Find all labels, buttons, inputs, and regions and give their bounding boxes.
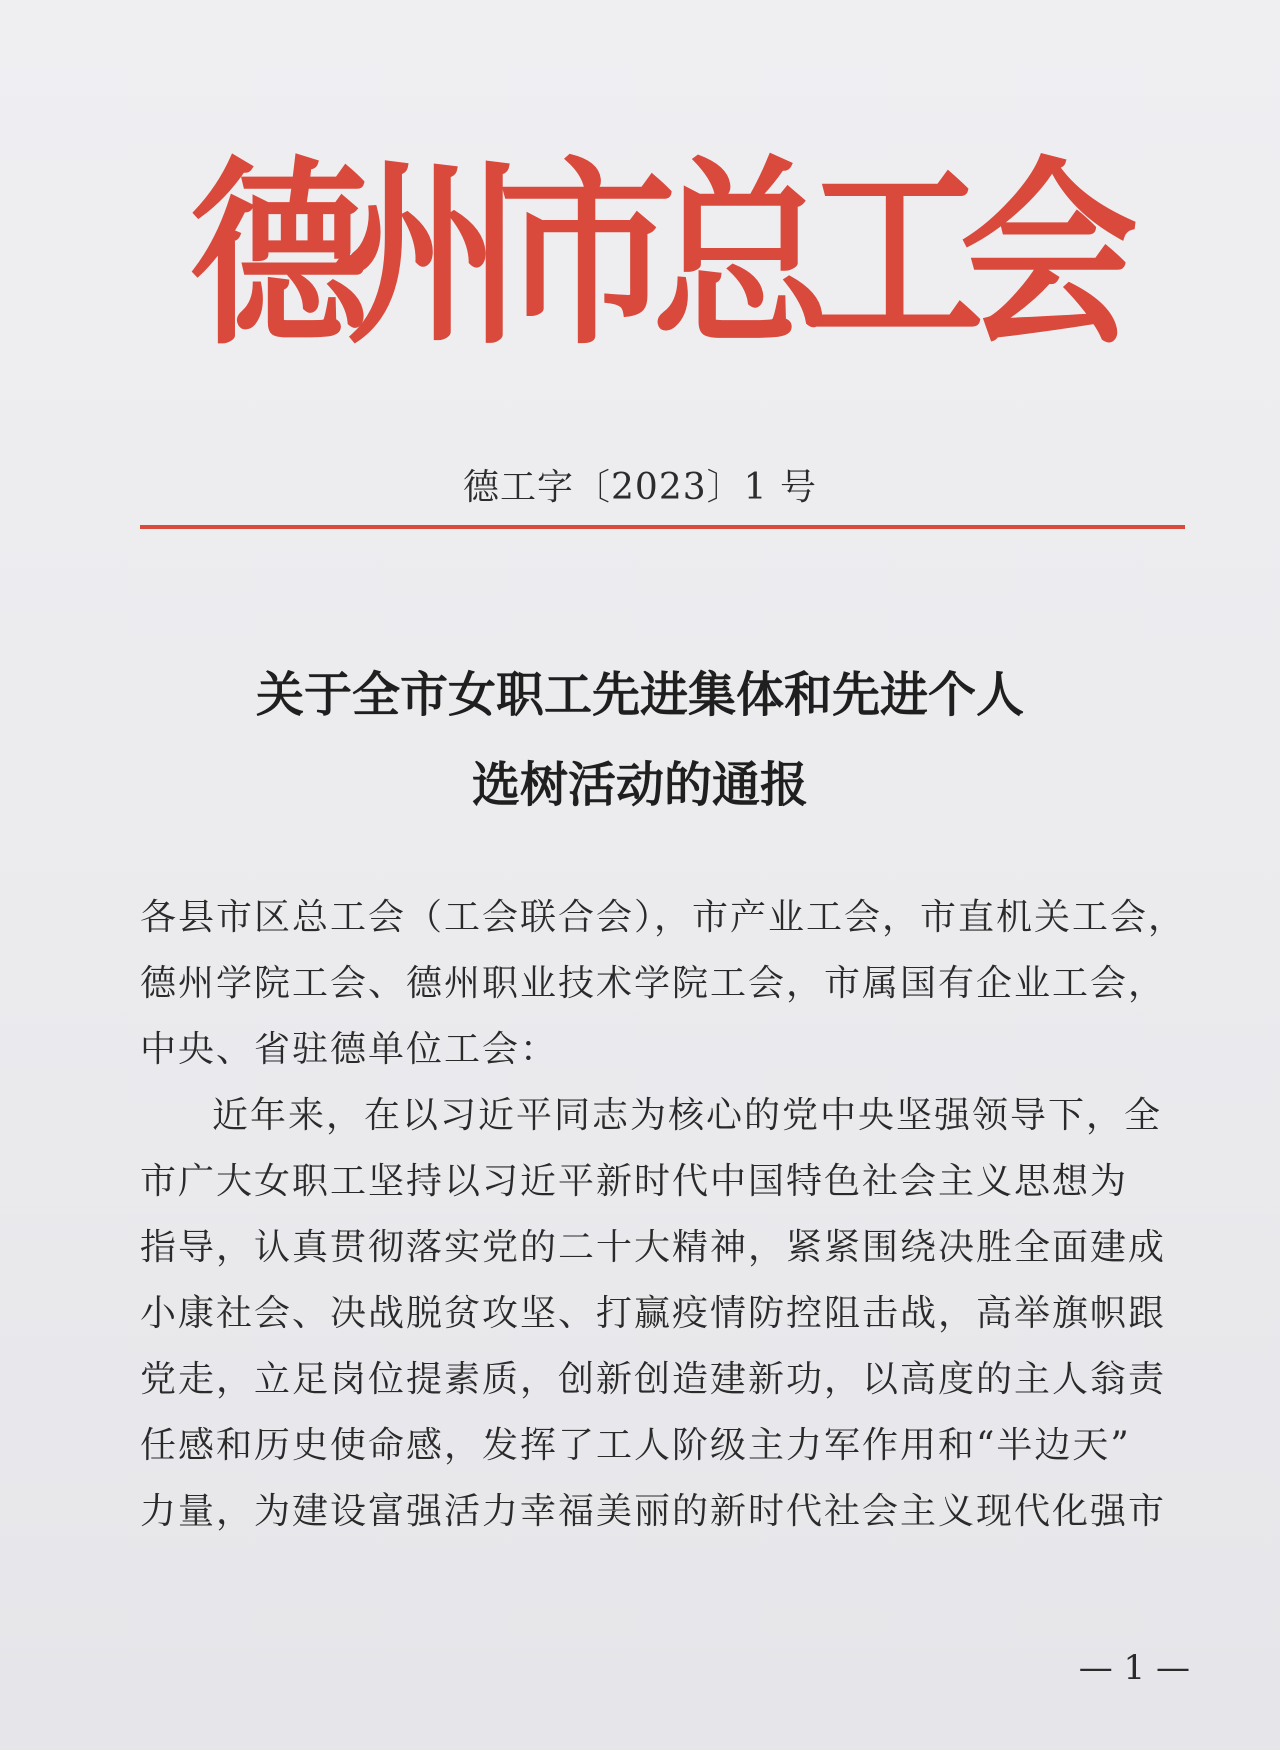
document-number: 德工字〔2023〕1 号 (463, 467, 817, 508)
body-line: 市广大女职工坚持以习近平新时代中国特色社会主义思想为 (140, 1161, 1129, 1202)
body-line: 德州学院工会、德州职业技术学院工会，市属国有企业工会， (140, 963, 1167, 1004)
document-title (0, 650, 1280, 830)
document-title-line: 关于全市女职工先进集体和先进个人 (255, 667, 1024, 723)
organization-header-char: 总 (652, 137, 830, 372)
document-title-line: 选树活动的通报 (471, 757, 808, 813)
body-line: 任感和历史使命感，发挥了工人阶级主力军作用和“半边天” (140, 1425, 1131, 1466)
body-line: 中央、省驻德单位工会： (140, 1029, 559, 1070)
document-body (140, 885, 1187, 1545)
body-line: 力量，为建设富强活力幸福美丽的新时代社会主义现代化强市 (140, 1491, 1167, 1532)
organization-header (190, 137, 1138, 372)
body-line: 指导，认真贯彻落实党的二十大精神，紧紧围绕决胜全面建成 (140, 1227, 1167, 1268)
page-number: — 1 — (1078, 1648, 1190, 1688)
body-line: 小康社会、决战脱贫攻坚、打赢疫情防控阻击战，高举旗帜跟 (140, 1293, 1167, 1334)
red-divider-line (140, 525, 1185, 529)
organization-header-char: 德 (190, 137, 368, 372)
body-line: 各县市区总工会（工会联合会），市产业工会，市直机关工会， (140, 897, 1187, 938)
body-line: 近年来，在以习近平同志为核心的党中央坚强领导下，全 (212, 1095, 1163, 1136)
organization-header-char: 州 (344, 137, 522, 372)
organization-header-char: 会 (960, 137, 1138, 372)
body-line: 党走，立足岗位提素质，创新创造建新功，以高度的主人翁责 (140, 1359, 1167, 1400)
organization-header-char: 工 (806, 137, 984, 372)
organization-header-char: 市 (498, 137, 676, 372)
